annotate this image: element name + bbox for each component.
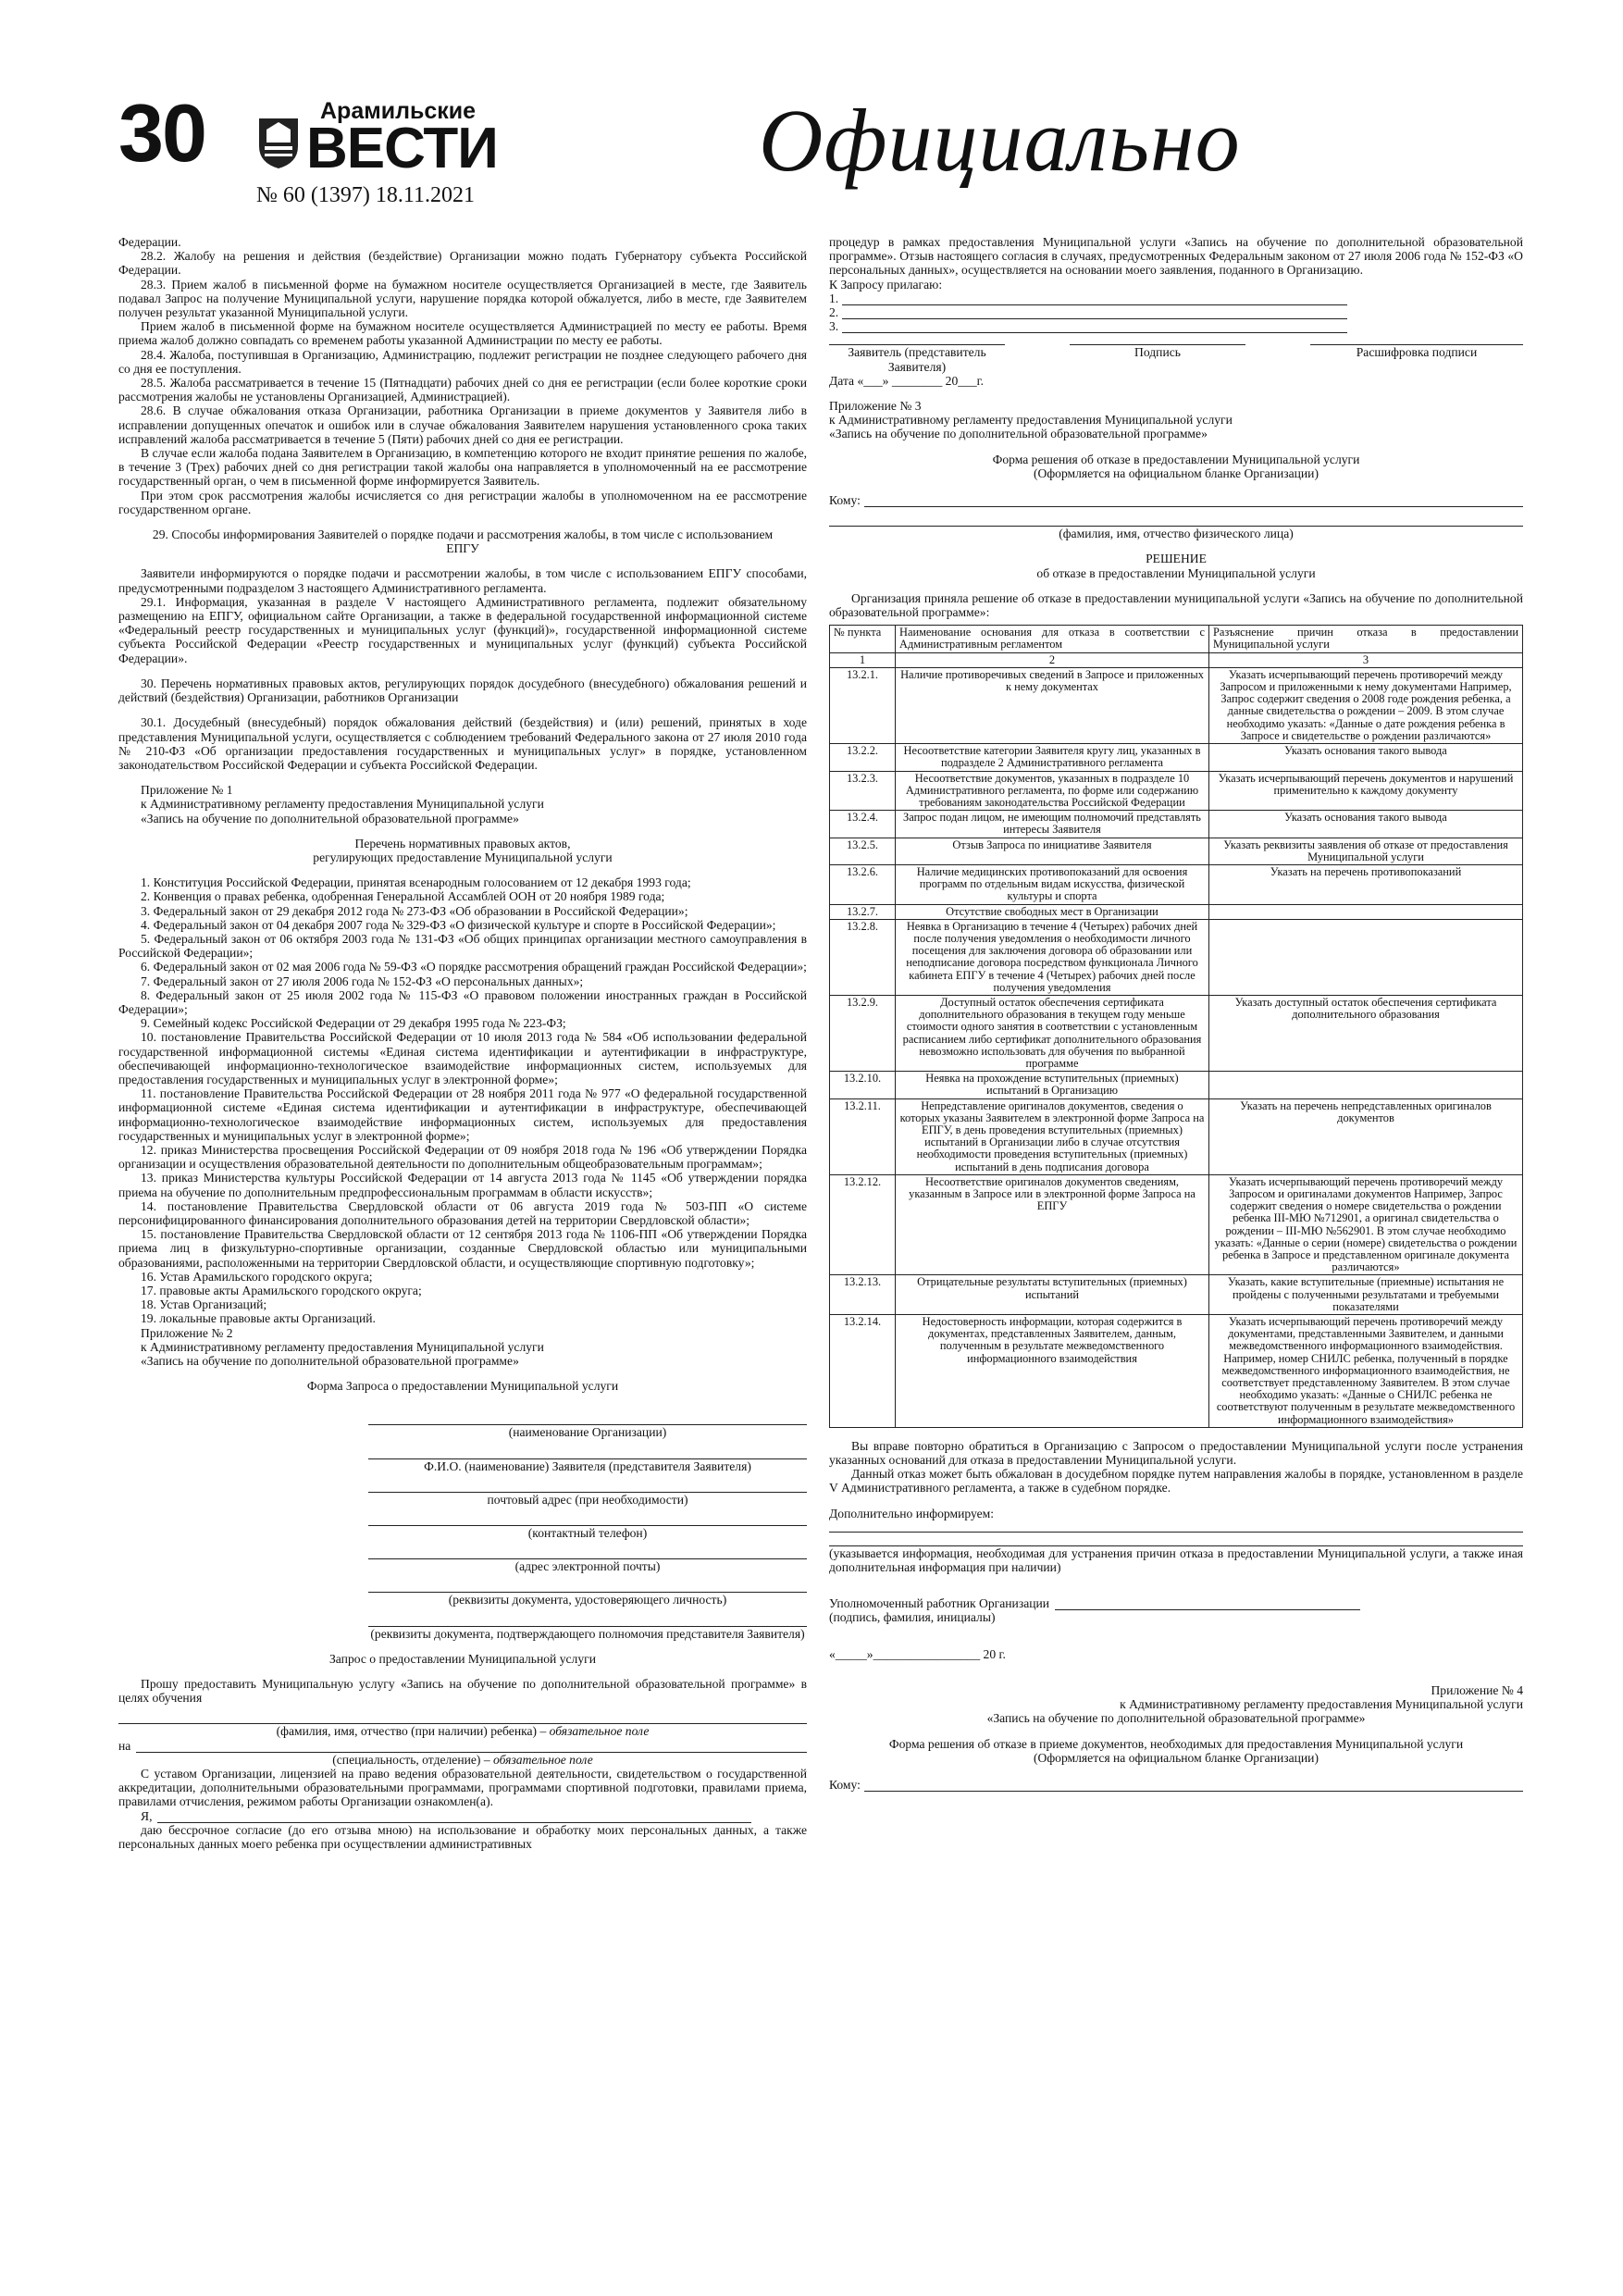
field-caption: (реквизиты документа, удостоверяющего личность) [448,1593,727,1607]
law-list-item: 7. Федеральный закон от 27 июля 2006 года № 152-ФЗ «О персональных данных»; [141,974,584,988]
table-row [830,1174,1523,1275]
request-title: Запрос о предоставлении Муниципальной услуги [329,1651,596,1666]
list-title: Перечень нормативных правовых актов, [354,836,571,850]
table-header: № пункта [830,626,896,652]
table-cell: Неявка в Организацию в течение 4 (Четырех) рабочих дней после получения уведомления о необходимости личного посещения для заключения договора об образовании или неподписание договора посредством функционала Личного кабинета ЕПГУ в течение 4 (Четырех) рабочих дней после получения уведомления [896,919,1209,995]
komu-label: Кому: [829,493,861,508]
law-list-item: 3. Федеральный закон от 29 декабря 2012 года № 273-ФЗ «Об образовании в Российской Федерации»; [141,903,688,918]
paragraph: 28.6. В случае обжалования отказа Организации, работника Организации в приеме документов у Заявителя либо в исправлении допущенных опечаток и ошибок или в случае обжалования Заявителем нарушения установленного срока таких исправлений жалоба рассматривается в течение 5 (Пяти) рабочих дней со дня ее регистрации. [118,403,807,446]
appendix-1-ref: к Административному регламенту предоставления Муниципальной услуги [141,797,544,812]
table-cell: Недостоверность информации, которая содержится в документах, представленных Заявителем, данным, полученным в результате межведомственного информационного взаимодействия [896,1315,1209,1428]
table-cell: 13.2.9. [830,995,896,1071]
law-list-item: 2. Конвенция о правах ребенка, одобренная Генеральной Ассамблей ООН от 20 ноября 1989 года; [141,889,665,904]
field-caption: почтовый адрес (при необходимости) [487,1492,688,1507]
table-cell: 13.2.4. [830,811,896,838]
appendix-3-service: «Запись на обучение по дополнительной образовательной программе» [829,427,1208,441]
paragraph: 28.2. Жалобу на решения и действия (бездействие) Организации можно подать Губернатору субъекта Российской Федерации. [118,249,807,278]
table-row [830,995,1523,1071]
paragraph: 28.3. Прием жалоб в письменной форме на бумажном носителе осуществляется Организацией в месте, где Заявитель подавал Запрос на получение Муниципальной услуги, нарушение порядка которой обжалуется, либо в месте, где Заявителем получен результат указанной Муниципальной услуги. [118,277,807,320]
attachment-num: 1. [829,291,839,305]
town-crest-icon [255,111,302,170]
law-list-item: 19. локальные правовые акты Организаций. [141,1311,376,1326]
table-cell: Указать исчерпывающий перечень документов и нарушений применительно к каждому документу [1209,771,1523,811]
paragraph: 29.1. Информация, указанная в разделе V настоящего Административного регламента, подлежит обязательному размещению на ЕПГУ, официальном сайте Организации, а также в федеральной государственной информационной системе «Федеральный реестр государственных и муниципальных услуг (функций)», государственной информационной системе субъекта Российской Федерации «Реестр государственных и муниципальных услуг (функций) субъекта Российской Федерации». [118,594,807,665]
attachment-num: 2. [829,305,839,320]
additional-info-label: Дополнительно информируем: [829,1506,994,1520]
paragraph: С уставом Организации, лицензией на право ведения образовательной деятельности, свидетельством о государственной аккредитации, дополнительными образовательными программами, программами спортивной подготовки, правилами приема, правилами отчисления, режимом работы Организации ознакомлен(а). [118,1767,807,1809]
law-list-item: 14. постановление Правительства Свердловской области от 06 августа 2019 года № 503-ПП «О системе персонифицированного финансирования дополнительного образования детей на территории Свердловской области»; [118,1198,807,1227]
authorized-employee: Уполномоченный работник Организации [829,1596,1050,1611]
section-heading-30: 30. Перечень нормативных правовых актов, регулирующих порядок досудебного (внесудебного) обжалования решений и действий (бездействия) Организации, работников Организации [118,676,807,705]
signature-row [829,344,1523,373]
decision-subtitle: об отказе в предоставлении Муниципальной услуги [1036,565,1316,580]
decision-intro: Организация приняла решение об отказе в предоставлении муниципальной услуги «Запись на обучение по дополнительной образовательной программе»: [829,590,1523,620]
table-cell: Доступный остаток обеспечения сертификата дополнительного образования в текущем году меньше стоимости одного занятия в соответствии с установленным расписанием либо сертификат дополнительного образования невозможно использовать для обучения по выбранной программе [896,995,1209,1071]
table-cell: Несоответствие документов, указанных в подразделе 10 Административного регламента, по форме или содержанию требованиям законодательства Российской Федерации [896,771,1209,811]
law-list-item: 12. приказ Министерства просвещения Российской Федерации от 09 ноября 2018 года № 196 «Об утверждении Порядка организации и осуществления образовательной деятельности по дополнительным общеобразовательным программам»; [118,1142,807,1172]
ya-label: Я, [141,1808,153,1823]
paragraph: При этом срок рассмотрения жалобы исчисляется со дня регистрации жалобы в уполномоченном на ее рассмотрение государственном органе. [118,488,807,516]
request-form-header [368,1411,807,1640]
law-list-item: 15. постановление Правительства Свердловской области от 12 сентября 2013 года № 1106-ПП «Об утверждении Порядка приема лиц в физкультурно-спортивные организации, созданные Свердловской областью или муниципальными образованиями, расположенными на территории Свердловской области, и осуществляющие спортивную подготовку»; [118,1227,807,1270]
table-row [830,919,1523,995]
paragraph: процедур в рамках предоставления Муниципальной услуги «Запись на обучение по дополнительной образовательной программе». Отзыв настоящего согласия в случаях, предусмотренных Федеральным законом от 27 июля 2006 года № 152-ФЗ «О персональных данных», осуществляется на основании моего заявления, поданного в Организацию. [829,235,1523,278]
law-list-item: 9. Семейный кодекс Российской Федерации от 29 декабря 1995 года № 223-ФЗ; [141,1016,566,1031]
table-cell: Указать исчерпывающий перечень противоречий между Запросом и приложенными к нему документами Например, Запрос содержит сведения о 2008 годе рождения ребенка, а данные свидетельства о рождении – 2009. В этом случае необходимо указать: «Данные о дате рождения ребенка в Запросе и свидетельстве о рождении различаются» [1209,667,1523,743]
paragraph: 28.5. Жалоба рассматривается в течение 15 (Пятнадцати) рабочих дней со дня ее регистрации (если более короткие сроки рассмотрения жалобы не установлены Организацией, Администрацией). [118,376,807,404]
appendix-2-label: Приложение № 2 [141,1325,233,1340]
table-row [830,1275,1523,1315]
table-cell [1209,919,1523,995]
date-line-2: «_____»_________________ 20 г. [829,1646,1006,1661]
logo-town: Арамильские [320,98,477,124]
table-cell: Указать исчерпывающий перечень противоречий между документами, представленными Заявителем, и данными межведомственного информационного взаимодействия. Например, номер СНИЛС ребенка, полученный в порядке межведомственного информационного взаимодействия, не соответствует представленному Заявителем. В этом случае необходимо указать: «Данные о СНИЛС ребенка не соответствуют полученным в результате межведомственного информационного взаимодействия» [1209,1315,1523,1428]
form3-title: Форма решения об отказе в предоставлении Муниципальной услуги [992,452,1360,466]
form4-title: Форма решения об отказе в приеме документов, необходимых для предоставления Муниципальной услуги [888,1736,1464,1751]
left-column [118,235,807,1851]
table-cell [1209,904,1523,919]
law-list-item: 5. Федеральный закон от 06 октября 2003 года № 131-ФЗ «Об общих принципах организации местного самоуправления в Российской Федерации»; [118,931,807,961]
table-cell: Несоответствие оригиналов документов сведениям, указанным в Запросе или в электронной форме Запроса на ЕПГУ [896,1174,1209,1275]
table-cell: 13.2.5. [830,838,896,864]
appendix-3-ref: к Административному регламенту предоставления Муниципальной услуги [829,413,1233,428]
table-cell: 13.2.13. [830,1275,896,1315]
table-cell: Наличие медицинских противопоказаний для освоения программ по отдельным видам искусства, физической культуры и спорта [896,864,1209,904]
field-caption: Ф.И.О. (наименование) Заявителя (представителя Заявителя) [424,1458,751,1473]
table-row [830,864,1523,904]
law-list-item: 16. Устав Арамильского городского округа; [141,1269,373,1284]
table-cell: Указать реквизиты заявления об отказе от предоставления Муниципальной услуги [1209,838,1523,864]
attachments-label: К Запросу прилагаю: [829,277,943,292]
law-list-item: 17. правовые акты Арамильского городского округа; [141,1284,422,1298]
right-column [829,235,1523,1792]
law-list-item: 18. Устав Организаций; [141,1297,267,1312]
appendix-2-service: «Запись на обучение по дополнительной образовательной программе» [141,1354,519,1369]
table-cell: 13.2.1. [830,667,896,743]
table-cell: Отзыв Запроса по инициативе Заявителя [896,838,1209,864]
table-row [830,744,1523,771]
table-cell: Отсутствие свободных мест в Организации [896,904,1209,919]
signature-applicant: Заявитель (представитель Заявителя) [829,344,1005,373]
paragraph: Федерации. [118,235,181,249]
table-cell: Неявка на прохождение вступительных (приемных) испытаний в Организацию [896,1072,1209,1098]
paragraph: даю бессрочное согласие (до его отзыва мною) на использование и обработку моих персональных данных, а также персональных данных моего ребенка при осуществлении административных [118,1822,807,1852]
table-cell: 13.2.3. [830,771,896,811]
law-list-item: 8. Федеральный закон от 25 июля 2002 года № 115-ФЗ «О правовом положении иностранных граждан в Российской Федерации»; [118,987,807,1016]
form3-note: (Оформляется на официальном бланке Организации) [1034,465,1319,480]
request-form-title: Форма Запроса о предоставлении Муниципальной услуги [306,1379,619,1394]
table-cell: Наличие противоречивых сведений в Запросе и приложенных к нему документах [896,667,1209,743]
newspaper-logo [255,98,498,180]
section-title: Официально [759,91,1241,190]
law-list-item: 11. постановление Правительства Российской Федерации от 28 ноября 2011 года № 977 «О федеральной государственной информационной системе «Единая система идентификации и аутентификации в инфраструктуре, обеспечивающей информационно-технологическое взаимодействие информационных систем, используемых для предоставления государственных и муниципальных услуг в электронной форме»; [118,1086,807,1143]
table-row [830,904,1523,919]
table-header: Наименование основания для отказа в соответствии с Административным регламентом [896,626,1209,652]
law-list-item: 10. постановление Правительства Российской Федерации от 10 июля 2013 года № 584 «Об использовании федеральной государственной информационной системы «Единая система идентификации и аутентификации в инфраструктуре, обеспечивающей информационно-технологическое взаимодействие информационных систем, используемых для предоставления государственных и муниципальных услуг в электронной форме»; [118,1030,807,1086]
field-caption: (контактный телефон) [527,1526,648,1541]
appendix-1-label: Приложение № 1 [141,783,233,798]
table-cell: 13.2.6. [830,864,896,904]
appendix-3-label: Приложение № 3 [829,399,922,414]
table-cell: Запрос подан лицом, не имеющим полномочий представлять интересы Заявителя [896,811,1209,838]
table-row [830,1098,1523,1174]
field-caption: (наименование Организации) [508,1425,667,1440]
table-col-num: 1 [830,652,896,667]
page-number: 30 [118,87,205,179]
law-list-item: 4. Федеральный закон от 04 декабря 2007 года № 329-ФЗ «О физической культуре и спорте в Российской Федерации»; [141,917,776,932]
table-cell: Указать на перечень непредставленных оригиналов документов [1209,1098,1523,1174]
table-cell: Несоответствие категории Заявителя кругу лиц, указанных в подразделе 2 Административного регламента [896,744,1209,771]
field-caption: (адрес электронной почты) [514,1559,661,1574]
table-cell: 13.2.8. [830,919,896,995]
appendix-4-ref: к Административному регламенту предоставления Муниципальной услуги [1120,1697,1523,1712]
table-cell: Указать на перечень противопоказаний [1209,864,1523,904]
na-label: на [118,1738,131,1753]
paragraph: 28.4. Жалоба, поступившая в Организацию, Администрацию, подлежит регистрации не позднее следующего рабочего дня со дня ее поступления. [118,347,807,376]
table-col-num: 3 [1209,652,1523,667]
law-list [118,875,807,1326]
authorized-caption: (подпись, фамилия, инициалы) [829,1610,996,1625]
table-header: Разъяснение причин отказа в предоставлении Муниципальной услуги [1209,626,1523,652]
table-row [830,1315,1523,1428]
paragraph: В случае если жалоба подана Заявителем в Организацию, в компетенцию которого не входит принятие решения по жалобе, в течение 3 (Трех) рабочих дней со дня регистрации такой жалобы она направляется в уполномоченный на ее рассмотрение государственный орган, о чем в письменной форме информируется Заявитель. [118,446,807,489]
attachment-num: 3. [829,319,839,334]
additional-info-caption: (указывается информация, необходимая для устранения причин отказа в предоставлении Муниципальной услуги, а также иная дополнительная информация при наличии) [829,1545,1523,1575]
komu-label-2: Кому: [829,1777,861,1792]
table-cell: Непредставление оригиналов документов, сведения о которых указаны Заявителем в электронной форме Запроса на ЕПГУ, в день проведения вступительных (приемных) испытаний в Организации либо в случае отсутствия необходимости проведения вступительных (приемных) испытаний в день подписания договора [896,1098,1209,1174]
table-cell: 13.2.12. [830,1174,896,1275]
paragraph: Данный отказ может быть обжалован в досудебном порядке путем направления жалобы в порядке, установленном в разделе V Административного регламента, а также в судебном порядке. [829,1467,1523,1496]
table-cell: Указать основания такого вывода [1209,811,1523,838]
table-cell: 13.2.11. [830,1098,896,1174]
paragraph: Вы вправе повторно обратиться в Организацию с Запросом о предоставлении Муниципальной услуги после устранения указанных оснований для отказа в предоставлении Муниципальной услуги. [829,1438,1523,1468]
table-row [830,771,1523,811]
paragraph: Прием жалоб в письменной форме на бумажном носителе осуществляется Администрацией по месту ее работы. Время приема жалоб должно совпадать со временем работы указанной Администрации по месту ее работы. [118,319,807,348]
signature-decode: Расшифровка подписи [1310,344,1523,373]
table-row [830,811,1523,838]
table-cell: Отрицательные результаты вступительных (приемных) испытаний [896,1275,1209,1315]
appendix-4-label: Приложение № 4 [1431,1682,1523,1697]
form4-note: (Оформляется на официальном бланке Организации) [1034,1750,1319,1765]
date-line: Дата «___» ________ 20___г. [829,373,985,388]
table-cell [1209,1072,1523,1098]
law-list-item: 6. Федеральный закон от 02 мая 2006 года № 59-ФЗ «О порядке рассмотрения обращений граждан Российской Федерации»; [141,960,807,974]
table-cell: 13.2.2. [830,744,896,771]
law-list-item: 13. приказ Министерства культуры Российской Федерации от 14 августа 2013 года № 1145 «Об утверждении порядка приема на обучение по дополнительным предпрофессиональным программам в области искусств»; [118,1171,807,1199]
table-cell: 13.2.14. [830,1315,896,1428]
table-row [830,838,1523,864]
list-subtitle: регулирующих предоставление Муниципальной услуги [313,850,613,864]
decision-title: РЕШЕНИЕ [1146,552,1207,566]
section-heading-29: 29. Способы информирования Заявителей о порядке подачи и рассмотрения жалобы, в том числе с использованием ЕПГУ [152,527,774,556]
table-cell: Указать основания такого вывода [1209,744,1523,771]
table-cell: Указать исчерпывающий перечень противоречий между Запросом и оригиналами документов Например, Запрос содержит сведения о номере свидетельства о рождении ребенка III-МЮ №712901, а оригинал свидетельства о рождении – III-МЮ №562901. В этом случае необходимо указать: «Данные о серии (номере) свидетельства о рождении ребенка в Запросе и представленном оригинале документа различаются» [1209,1174,1523,1275]
paragraph: Прошу предоставить Муниципальную услугу «Запись на обучение по дополнительной образовательной программе» в целях обучения [118,1677,807,1706]
table-col-num: 2 [896,652,1209,667]
signature-sign: Подпись [1070,344,1245,373]
field-caption: (специальность, отделение) – обязательное поле [332,1752,593,1767]
logo-brand: ВЕСТИ [306,117,498,180]
paragraph: Заявители информируются о порядке подачи и рассмотрении жалобы, в том числе с использованием ЕПГУ способами, предусмотренными подразделом 3 настоящего Административного регламента. [118,566,807,595]
law-list-item: 1. Конституция Российской Федерации, принятая всенародным голосованием от 12 декабря 1993 года; [141,875,691,890]
table-cell: 13.2.10. [830,1072,896,1098]
table-cell: Указать доступный остаток обеспечения сертификата дополнительного образования [1209,995,1523,1071]
fio-caption: (фамилия, имя, отчество физического лица) [1059,527,1294,541]
issue-info: № 60 (1397) 18.11.2021 [256,183,475,207]
field-caption: (реквизиты документа, подтверждающего полномочия представителя Заявителя) [370,1626,805,1641]
appendix-4-service: «Запись на обучение по дополнительной образовательной программе» [986,1711,1366,1726]
table-cell: 13.2.7. [830,904,896,919]
appendix-1-service: «Запись на обучение по дополнительной образовательной программе» [141,811,519,825]
refusal-table [829,625,1523,1428]
table-row [830,667,1523,743]
paragraph: 30.1. Досудебный (внесудебный) порядок обжалования действий (бездействия) и (или) решений, принятых в ходе представления Муниципальной услуги, осуществляется с соблюдением требований Федерального закона от 27 июля 2010 года № 210-ФЗ «Об организации предоставления государственных и муниципальных услуг» в порядке, установленном законодательством Российской Федерации и субъекта Российской Федерации. [118,715,807,772]
field-caption: (фамилия, имя, отчество (при наличии) ребенка) – обязательное поле [276,1724,650,1739]
appendix-2-ref: к Административному регламенту предоставления Муниципальной услуги [141,1339,544,1354]
table-row [830,1072,1523,1098]
table-cell: Указать, какие вступительные (приемные) испытания не пройдены с полученными результатами и требуемыми показателями [1209,1275,1523,1315]
